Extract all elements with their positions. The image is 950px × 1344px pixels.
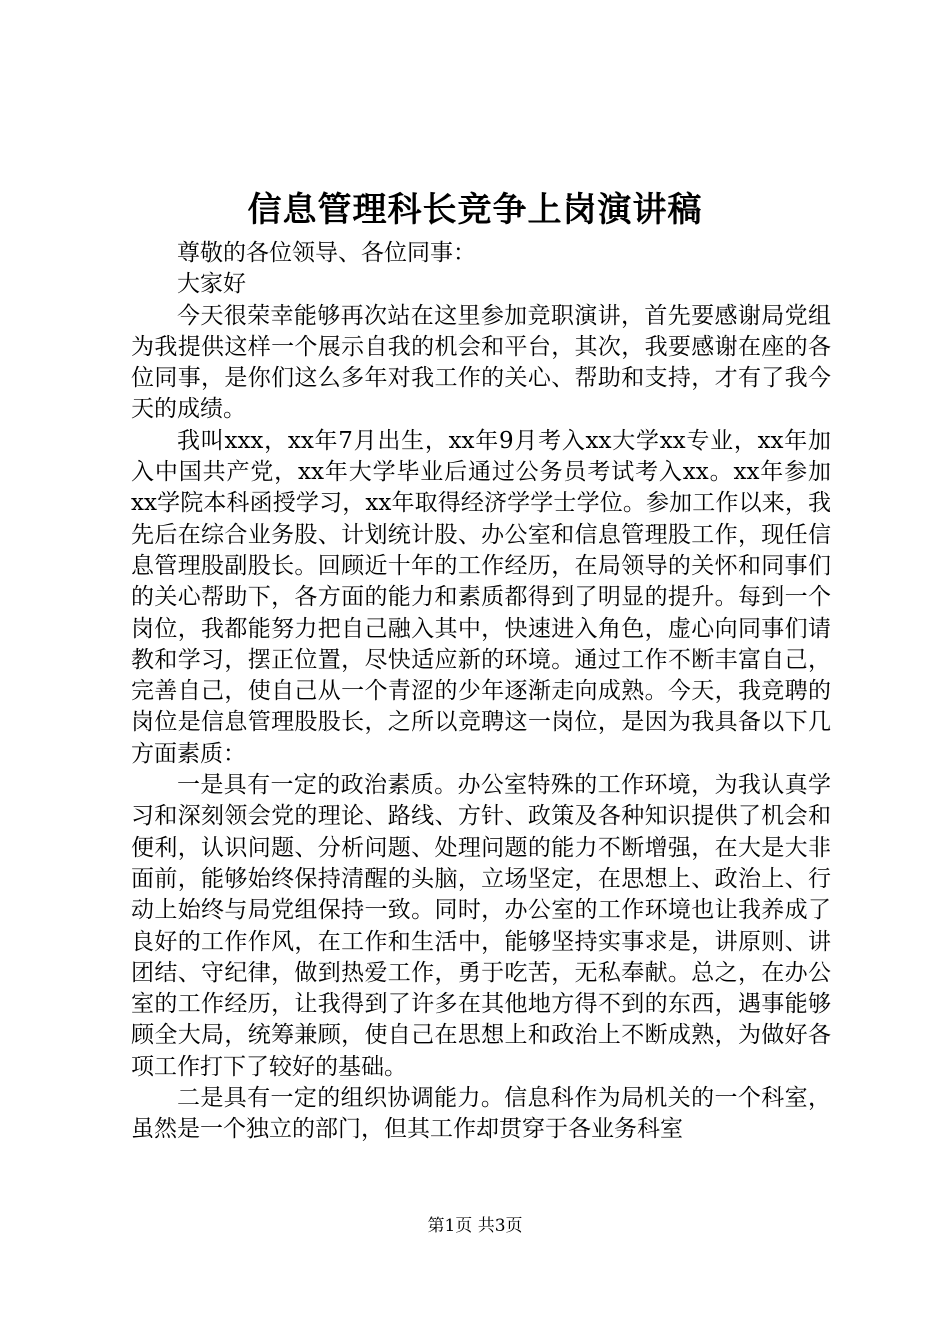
body-paragraph: 二是具有一定的组织协调能力。信息科作为局机关的一个科室，虽然是一个独立的部门，但其工作却贯穿于各业务科室 <box>131 1085 831 1143</box>
body-paragraph: 今天很荣幸能够再次站在这里参加竞职演讲，首先要感谢局党组为我提供这样一个展示自我的机会和平台，其次，我要感谢在座的各位同事，是你们这么多年对我工作的关心、帮助和支持，才有了我今天的成绩。 <box>131 302 831 423</box>
body-paragraph: 一是具有一定的政治素质。办公室特殊的工作环境，为我认真学习和深刻领会党的理论、路线、方针、政策及各种知识提供了机会和便利，认识问题、分析问题、处理问题的能力不断增强，在大是大非面前，能够始终保持清醒的头脑，立场坚定，在思想上、政治上、行动上始终与局党组保持一致。同时，办公室的工作环境也让我养成了良好的工作作风，在工作和生活中，能够坚持实事求是，讲原则、讲团结、守纪律，做到热爱工作，勇于吃苦，无私奉献。总之，在办公室的工作经历，让我得到了许多在其他地方得不到的东西，遇事能够顾全大局，统筹兼顾，使自己在思想上和政治上不断成熟，为做好各项工作打下了较好的基础。 <box>131 772 831 1080</box>
salutation-paragraph: 尊敬的各位领导、各位同事： <box>177 240 476 266</box>
greeting-paragraph: 大家好 <box>177 271 246 298</box>
page-footer: 第1页 共3页 <box>427 1216 523 1236</box>
document-title: 信息管理科长竞争上岗演讲稿 <box>247 190 703 230</box>
body-paragraph: 我叫xxx，xx年7月出生，xx年9月考入xx大学xx专业，xx年加入中国共产党，xx年大学毕业后通过公务员考试考入xx。xx年参加xx学院本科函授学习，xx年取得经济学学士学位。参加工作以来，我先后在综合业务股、计划统计股、办公室和信息管理股工作，现任信息管理股副股长。回顾近十年的工作经历，在局领导的关怀和同事们的关心帮助下，各方面的能力和素质都得到了明显的提升。每到一个岗位，我都能努力把自己融入其中，快速进入角色，虚心向同事们请教和学习，摆正位置，尽快适应新的环境。通过工作不断丰富自己，完善自己，使自己从一个青涩的少年逐渐走向成熟。今天，我竞聘的岗位是信息管理股股长，之所以竞聘这一岗位，是因为我具备以下几方面素质： <box>131 427 831 767</box>
document-body <box>131 238 831 1146</box>
